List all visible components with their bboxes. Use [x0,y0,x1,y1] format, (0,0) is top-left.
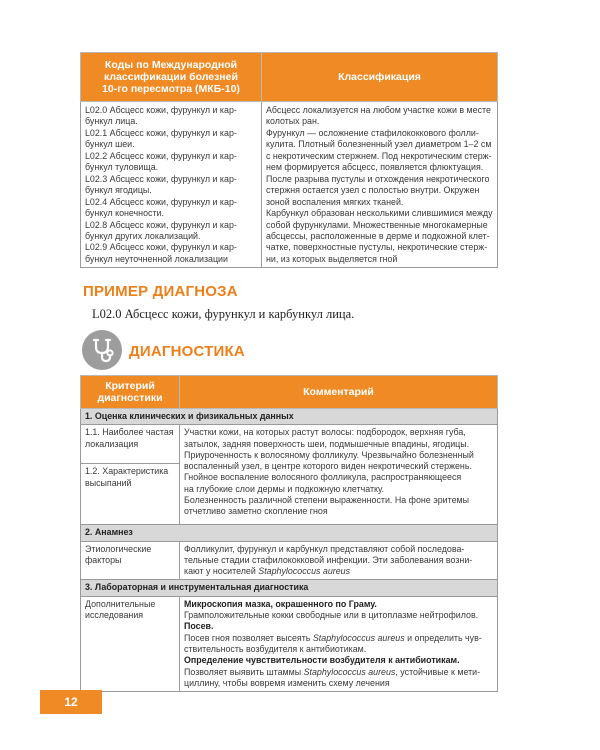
stethoscope-icon [82,330,122,370]
comment-header: Комментарий [180,376,498,409]
criterion-additional: Дополнительные исследования [81,596,180,691]
diagnosis-example-heading: ПРИМЕР ДИАГНОЗА [83,283,238,300]
criterion-header: Критерий диагностики [81,376,180,409]
section-lab: 3. Лабораторная и инструментальная диагностика [81,580,498,596]
criterion-rash: 1.2. Характеристика высыпаний [81,464,180,525]
diagnosis-example-text: L02.0 Абсцесс кожи, фурункул и карбункул лица. [92,307,355,321]
lab-comment: Микроскопия мазка, окрашенного по Граму. Грамположительные кокки свободные или в цитоплазме нейтрофилов. Посев. Посев гноя позволяет высеять Staphylococcus aureus и определить чув- ствительность возбудителя к антибиотикам. Определение чувствительности возбудителя к антибиотикам. Позволяет выявить штаммы Staphylococcus aureus, устойчивые к мети- циллину, чтобы вовремя изменить схему лечения [180,596,498,691]
section-clinical: 1. Оценка клинических и физикальных данных [81,409,498,425]
classification-cell: Абсцесс локализуется на любом участке кожи в месте колотых ран. Фурункул — осложнение стафилококкового фолли- кулита. Плотный болезненный узел диаметром 1–2 см с некротическим стержнем. Под некротическим стерж- нем формируется абсцесс, появляется флюктуация. После разрыва пустулы и отхождения некротического стержня остается узел с полостью внутри. Окружен зоной воспаления мягких тканей. Карбункул образован несколькими слившимися между собой фурункулами. Множественные многокамерные абсцессы, расположенные в дерме и подкожной клет- чатке, поверхностные пустулы, некротические стерж- ни, из которых выделяется гной [262,102,498,268]
diagnostics-table [80,375,498,692]
diagnostics-heading: ДИАГНОСТИКА [129,343,245,360]
codes-cell: L02.0 Абсцесс кожи, фурункул и кар- бункул лица. L02.1 Абсцесс кожи, фурункул и кар- бункул шеи. L02.2 Абсцесс кожи, фурункул и кар- бункул туловища. L02.3 Абсцесс кожи, фурункул и кар- бункул ягодицы. L02.4 Абсцесс кожи, фурункул и кар- бункул конечности. L02.8 Абсцесс кожи, фурункул и кар- бункул других локализаций. L02.9 Абсцесс кожи, фурункул и кар- бункул неуточненной локализации [81,102,262,268]
codes-header: Коды по Международной классификации болезней 10-го пересмотра (МКБ-10) [81,53,262,102]
criterion-etiology: Этиологические факторы [81,541,180,580]
section-anamnesis: 2. Анамнез [81,525,498,541]
classification-header: Классификация [262,53,498,102]
criterion-localization: 1.1. Наиболее частая локализация [81,425,180,464]
clinical-comment: Участки кожи, на которых растут волосы: подбородок, верхняя губа, затылок, задняя поверхность шеи, подмышечные впадины, ягодицы. Приуроченность к волосяному фолликулу. Чрезвычайно болезненный воспаленный узел, в центре которого виден некротический стержень. Гнойное воспаление волосяного фолликула, распространяющееся на глубокие слои дермы и подкожную клетчатку. Болезненность различной степени выраженности. На фоне эритемы отчетливо заметно скопление гноя [180,425,498,525]
page-number: 12 [40,690,102,714]
anamnesis-comment: Фолликулит, фурункул и карбункул представляют собой последова- тельные стадии стафилококковой инфекции. Эти заболевания возни- кают у носителей Staphylococcus aureus [180,541,498,580]
classification-table [80,52,498,268]
